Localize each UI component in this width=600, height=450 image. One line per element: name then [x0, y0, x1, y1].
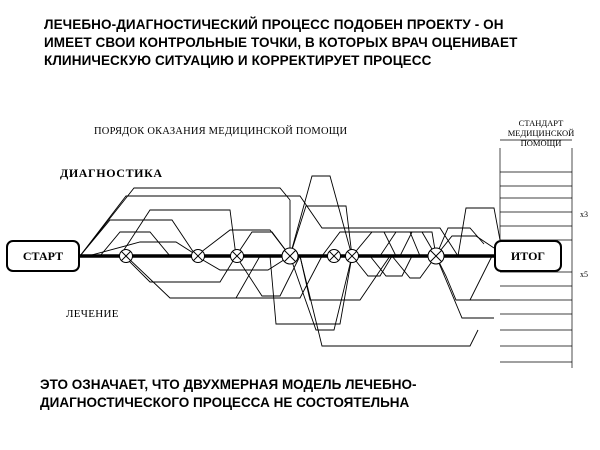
- process-path: [88, 242, 198, 256]
- end-label: ИТОГ: [510, 248, 546, 263]
- process-path: [120, 210, 236, 256]
- diagnostics-label: ДИАГНОСТИКА: [60, 166, 163, 180]
- process-path: [352, 232, 396, 256]
- process-path: [290, 256, 352, 330]
- start-label: СТАРТ: [22, 248, 64, 263]
- process-path: [236, 232, 290, 256]
- footer: [40, 376, 580, 412]
- process-path: [290, 176, 352, 256]
- x3-label: x3: [580, 210, 588, 219]
- process-path: [270, 256, 352, 324]
- process-path: [436, 256, 492, 300]
- order-label: ПОРЯДОК ОКАЗАНИЯ МЕДИЦИНСКОЙ ПОМОЩИ: [94, 126, 348, 137]
- heading-line-1: ЛЕЧЕБНО-ДИАГНОСТИЧЕСКИЙ ПРОЦЕСС ПОДОБЕН ПРОЕКТУ - ОН: [44, 17, 504, 32]
- process-path: [436, 256, 494, 318]
- end-box: [494, 240, 562, 272]
- process-path: [100, 232, 170, 256]
- process-path: [80, 220, 196, 256]
- footer-line-2: ДИАГНОСТИЧЕСКОГО ПРОЦЕССА НЕ СОСТОЯТЕЛЬНА: [40, 395, 410, 410]
- process-path: [290, 206, 352, 256]
- x5-label: x5: [580, 270, 588, 279]
- process-path: [80, 188, 290, 256]
- process-path: [196, 230, 290, 256]
- heading-line-2: ИМЕЕТ СВОИ КОНТРОЛЬНЫЕ ТОЧКИ, В КОТОРЫХ ВРАЧ ОЦЕНИВАЕТ: [44, 35, 518, 50]
- process-path: [300, 256, 478, 346]
- treatment-label: ЛЕЧЕНИЕ: [66, 308, 119, 320]
- process-path: [124, 256, 236, 282]
- process-path: [80, 196, 458, 256]
- standard-label: СТАНДАРТ МЕДИЦИНСКОЙ ПОМОЩИ: [507, 118, 575, 148]
- heading-line-3: КЛИНИЧЕСКУЮ СИТУАЦИЮ И КОРРЕКТИРУЕТ ПРОЦЕСС: [44, 53, 432, 68]
- start-box: [6, 240, 80, 272]
- process-path: [436, 236, 494, 256]
- footer-line-1: ЭТО ОЗНАЧАЕТ, ЧТО ДВУХМЕРНАЯ МОДЕЛЬ ЛЕЧЕБНО-: [40, 377, 417, 392]
